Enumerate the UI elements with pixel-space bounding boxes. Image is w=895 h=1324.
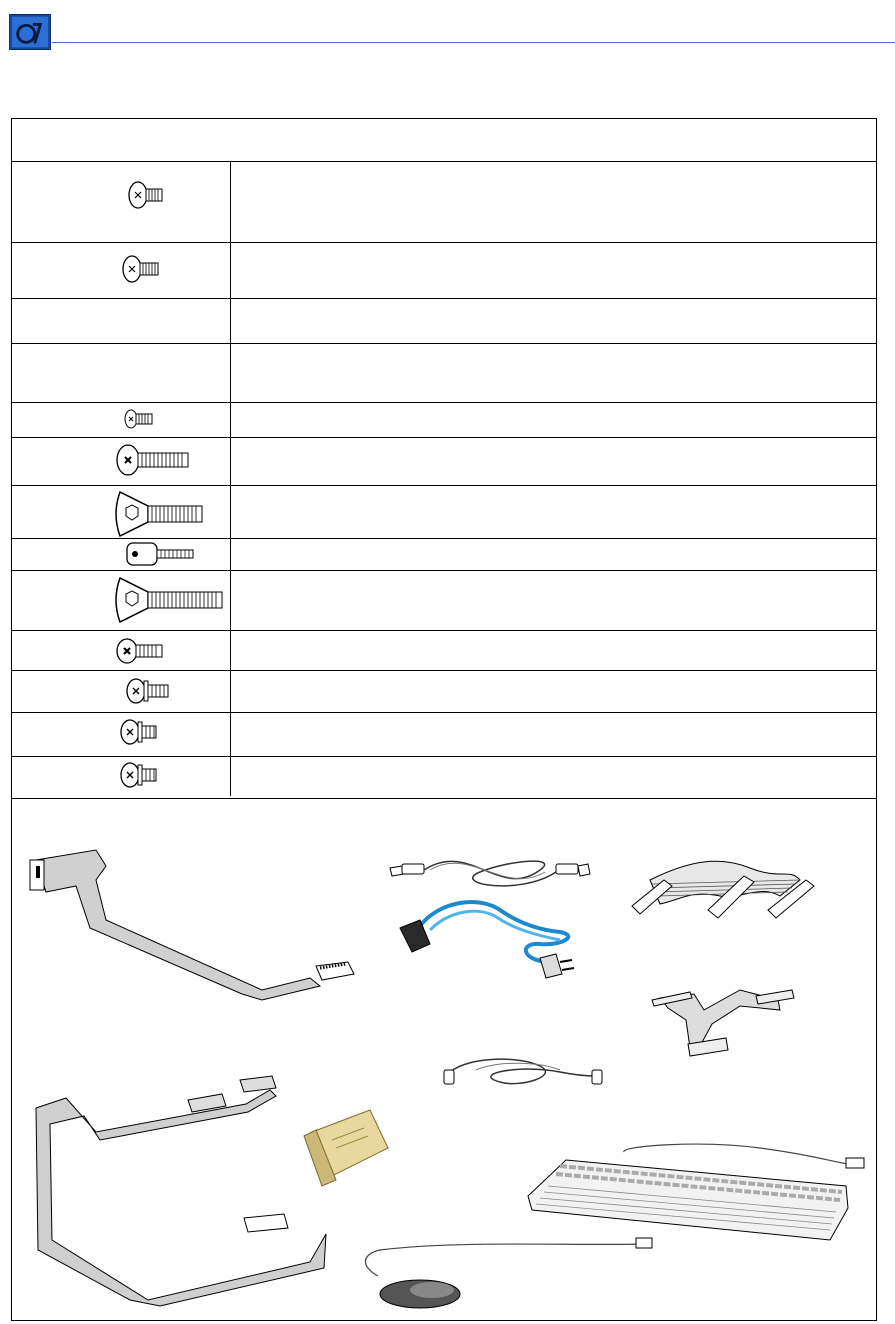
- row-divider: [11, 343, 877, 344]
- row-divider: [11, 570, 877, 571]
- row-divider: [11, 756, 877, 757]
- table-header-divider: [11, 161, 877, 162]
- row-divider: [11, 538, 877, 539]
- row-divider: [11, 242, 877, 243]
- row-divider: [11, 712, 877, 713]
- row-divider: [11, 485, 877, 486]
- page-header: [0, 0, 895, 50]
- apple-service-logo-icon: [9, 14, 51, 50]
- row-divider: [11, 298, 877, 299]
- header-divider: [52, 42, 895, 43]
- row-divider: [11, 630, 877, 631]
- row-divider: [11, 670, 877, 671]
- column-divider: [230, 162, 231, 796]
- table-bottom-divider: [11, 798, 877, 799]
- row-divider: [11, 402, 877, 403]
- row-divider: [11, 437, 877, 438]
